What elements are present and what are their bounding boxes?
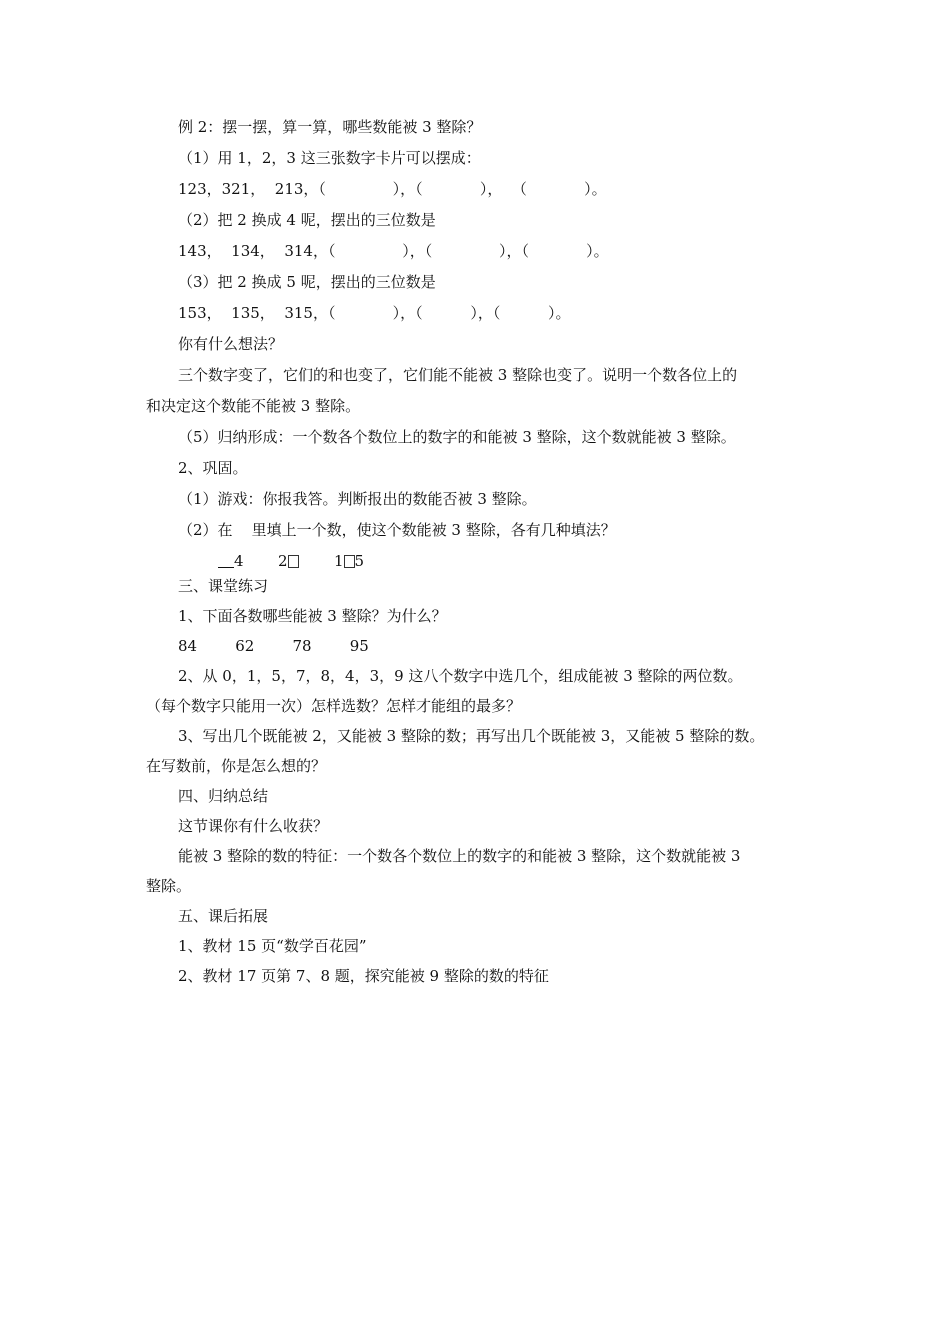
section-four-heading: 四、归纳总结 (178, 787, 269, 805)
exercise-2-line-2: （每个数字只能用一次）怎样选数？怎样才能组的最多？ (146, 697, 522, 715)
extension-1: 1、教材 15 页“数学百花园” (178, 937, 367, 955)
fill-in-item: （2）在 里填上一个数，使这个数能被 3 整除，各有几种填法？ (178, 521, 616, 539)
fill-item-a (218, 551, 244, 571)
fill-item-c-suffix: 5 (354, 552, 365, 570)
step-3-numbers: 153， 135， 315，（ ），（ ），（ ）。 (178, 304, 571, 322)
exercise-2-line-1: 2、从 0，1，5，7，8，4，3，9 这八个数字中选几个，组成能被 3 整除的两位数。 (178, 667, 743, 685)
exercise-1: 1、下面各数哪些能被 3 整除？为什么？ (178, 607, 447, 625)
exercise-1-numbers: 84 62 78 95 (178, 637, 369, 655)
consolidation-heading: 2、巩固。 (178, 459, 248, 477)
thought-prompt: 你有什么想法？ (178, 335, 284, 353)
explanation-line-1: 三个数字变了，它们的和也变了，它们能不能被 3 整除也变了。说明一个数各位上的 (178, 366, 738, 384)
summary-rule-line-2: 整除。 (146, 877, 192, 895)
step-2: （2）把 2 换成 4 呢，摆出的三位数是 (178, 211, 436, 229)
fill-box (288, 555, 299, 568)
explanation-line-2: 和决定这个数能不能被 3 整除。 (146, 397, 361, 415)
example-heading: 例 2：摆一摆，算一算，哪些数能被 3 整除？ (178, 118, 482, 136)
blank-underline (218, 553, 234, 568)
fill-item-b-prefix: 2 (278, 552, 288, 570)
fill-item-a-digit: 4 (234, 552, 244, 570)
summary-rule-line-1: 能被 3 整除的数的特征：一个数各个数位上的数字的和能被 3 整除，这个数就能被 3 (178, 847, 741, 865)
section-five-heading: 五、课后拓展 (178, 907, 269, 925)
summary-question: 这节课你有什么收获？ (178, 817, 329, 835)
step-1: （1）用 1，2，3 这三张数字卡片可以摆成： (178, 149, 481, 167)
step-5-summary: （5）归纳形成：一个数各个数位上的数字的和能被 3 整除，这个数就能被 3 整除。 (178, 428, 736, 446)
step-2-numbers: 143， 134， 314，（ ），（ ），（ ）。 (178, 242, 609, 260)
step-1-numbers: 123，321， 213，（ ），（ ）， （ ）。 (178, 180, 607, 198)
fill-item-b (278, 551, 299, 571)
exercise-3-line-2: 在写数前，你是怎么想的？ (146, 757, 327, 775)
game-item: （1）游戏：你报我答。判断报出的数能否被 3 整除。 (178, 490, 537, 508)
extension-2: 2、教材 17 页第 7、8 题，探究能被 9 整除的数的特征 (178, 967, 549, 985)
fill-item-c-prefix: 1 (334, 552, 344, 570)
exercise-3-line-1: 3、写出几个既能被 2，又能被 3 整除的数；再写出几个既能被 3，又能被 5 整除的数。 (178, 727, 765, 745)
step-3: （3）把 2 换成 5 呢，摆出的三位数是 (178, 273, 436, 291)
fill-box (344, 555, 355, 568)
fill-item-c (334, 551, 364, 571)
section-three-heading: 三、课堂练习 (178, 577, 269, 595)
